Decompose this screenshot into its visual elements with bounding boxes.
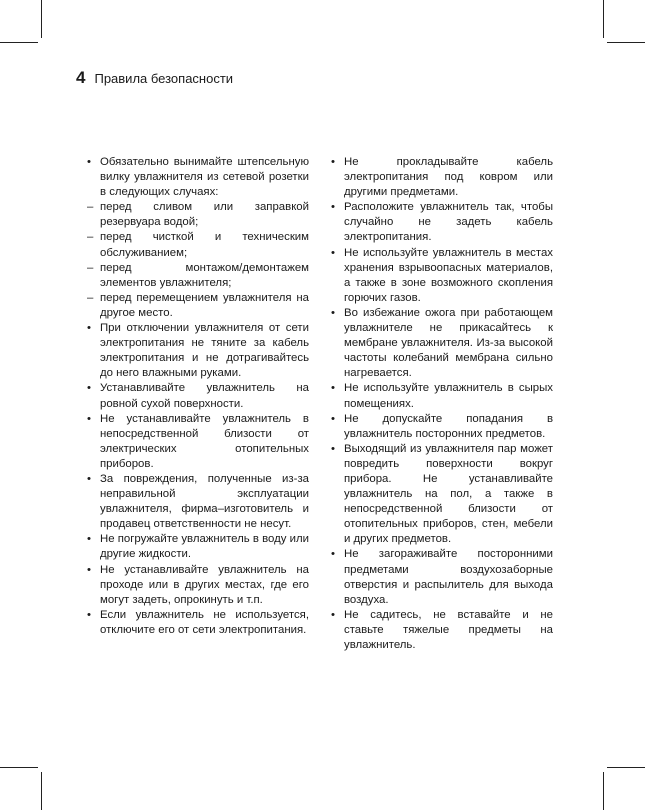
list-item xyxy=(87,563,309,608)
crop-mark xyxy=(607,42,645,43)
list-item xyxy=(331,442,553,548)
list-item-text: перед перемещением увлажнителя на другое место. xyxy=(100,291,309,319)
crop-mark xyxy=(603,772,604,810)
bullet-marker: • xyxy=(87,608,91,621)
crop-mark xyxy=(0,42,38,43)
bullet-marker: • xyxy=(87,533,91,546)
list-item xyxy=(331,306,553,381)
list-item-text: Обязательно вынимайте штепсельную вилку увлажнителя из сетевой розетки в следующих случаях: xyxy=(100,156,309,199)
list-item-text: Не устанавливайте увлажнитель на проходе или в других местах, где его могут задеть, опрокинуть и т.п. xyxy=(100,563,309,606)
bullet-marker: • xyxy=(87,563,91,576)
bullet-marker: • xyxy=(87,322,91,335)
list-item xyxy=(87,608,309,638)
crop-mark xyxy=(603,0,604,38)
bullet-marker: • xyxy=(331,201,335,214)
list-item xyxy=(87,472,309,532)
list-item xyxy=(87,200,309,230)
list-item xyxy=(87,532,309,562)
bullet-marker: • xyxy=(331,306,335,319)
dash-marker: – xyxy=(87,261,94,274)
list-item-text: Не загораживайте посторонними предметами воздухозаборные отверстия и распылитель для выхода воздуха. xyxy=(344,548,553,606)
list-item xyxy=(87,291,309,321)
bullet-marker: • xyxy=(87,412,91,425)
list-item-text: Если увлажнитель не используется, отключите его от сети электропитания. xyxy=(100,608,309,636)
page-header xyxy=(76,68,233,88)
list-item-text: Устанавливайте увлажнитель на ровной сухой поверхности. xyxy=(100,382,309,410)
dash-marker: – xyxy=(87,201,94,214)
bullet-marker: • xyxy=(331,246,335,259)
list-item xyxy=(87,381,309,411)
list-item xyxy=(87,321,309,381)
list-item-text: Выходящий из увлажнителя пар может повредить поверхности вокруг прибора. Не устанавливайте увлажнитель на пол, а также в непосредственной близости от отопительных приборов, стен, мебели и других предметов. xyxy=(344,442,553,546)
crop-mark xyxy=(41,0,42,38)
list-item-text: При отключении увлажнителя от сети электропитания не тяните за кабель электропитания и не дотрагивайтесь до него влажными руками. xyxy=(100,322,309,380)
bullet-marker: • xyxy=(331,382,335,395)
list-item xyxy=(87,412,309,472)
list-item xyxy=(331,381,553,411)
dash-marker: – xyxy=(87,231,94,244)
list-item-text: перед монтажом/демонтажем элементов увлажнителя; xyxy=(100,261,309,289)
list-item xyxy=(331,200,553,245)
list-item xyxy=(87,155,309,200)
page-number: 4 xyxy=(76,68,86,87)
right-column xyxy=(331,155,553,653)
dash-marker: – xyxy=(87,291,94,304)
crop-mark xyxy=(607,767,645,768)
bullet-marker: • xyxy=(331,412,335,425)
crop-mark xyxy=(41,772,42,810)
list-item-text: перед сливом или заправкой резервуара водой; xyxy=(100,201,309,229)
list-item xyxy=(331,155,553,200)
list-item-text: Во избежание ожога при работающем увлажнителе не прикасайтесь к мембране увлажнителя. Из-за высокой частоты колебаний мембрана сильно нагревается. xyxy=(344,306,553,380)
list-item-text: Не прокладывайте кабель электропитания под ковром или другими предметами. xyxy=(344,156,553,199)
bullet-marker: • xyxy=(331,548,335,561)
list-item-text: Не используйте увлажнитель в местах хранения взрывоопасных материалов, а также в зоне возможного скопления горючих газов. xyxy=(344,246,553,304)
bullet-marker: • xyxy=(87,472,91,485)
list-item xyxy=(331,246,553,306)
bullet-marker: • xyxy=(87,382,91,395)
crop-mark xyxy=(0,767,38,768)
list-item-text: Не устанавливайте увлажнитель в непосредственной близости от электрических отопительных приборов. xyxy=(100,412,309,470)
bullet-marker: • xyxy=(331,156,335,168)
list-item-text: Не допускайте попадания в увлажнитель посторонних предметов. xyxy=(344,412,553,440)
list-item xyxy=(331,608,553,653)
list-item-text: Не садитесь, не вставайте и не ставьте тяжелые предметы на увлажнитель. xyxy=(344,608,553,651)
list-item-text: Не используйте увлажнитель в сырых помещениях. xyxy=(344,382,553,410)
list-item xyxy=(331,547,553,607)
list-item xyxy=(87,261,309,291)
list-item xyxy=(331,412,553,442)
list-item xyxy=(87,230,309,260)
bullet-marker: • xyxy=(331,608,335,621)
list-item-text: За повреждения, полученные из-за неправильной эксплуатации увлажнителя, фирма–изготовитель и продавец ответственности не несут. xyxy=(100,472,309,531)
list-item-text: Не погружайте увлажнитель в воду или другие жидкости. xyxy=(100,533,309,561)
bullet-marker: • xyxy=(87,156,91,168)
list-item-text: перед чисткой и техническим обслуживанием; xyxy=(100,231,309,259)
bullet-marker: • xyxy=(331,442,335,455)
list-item-text: Расположите увлажнитель так, чтобы случайно не задеть кабель электропитания. xyxy=(344,201,553,244)
left-column xyxy=(87,155,309,638)
page-title: Правила безопасности xyxy=(94,71,234,86)
